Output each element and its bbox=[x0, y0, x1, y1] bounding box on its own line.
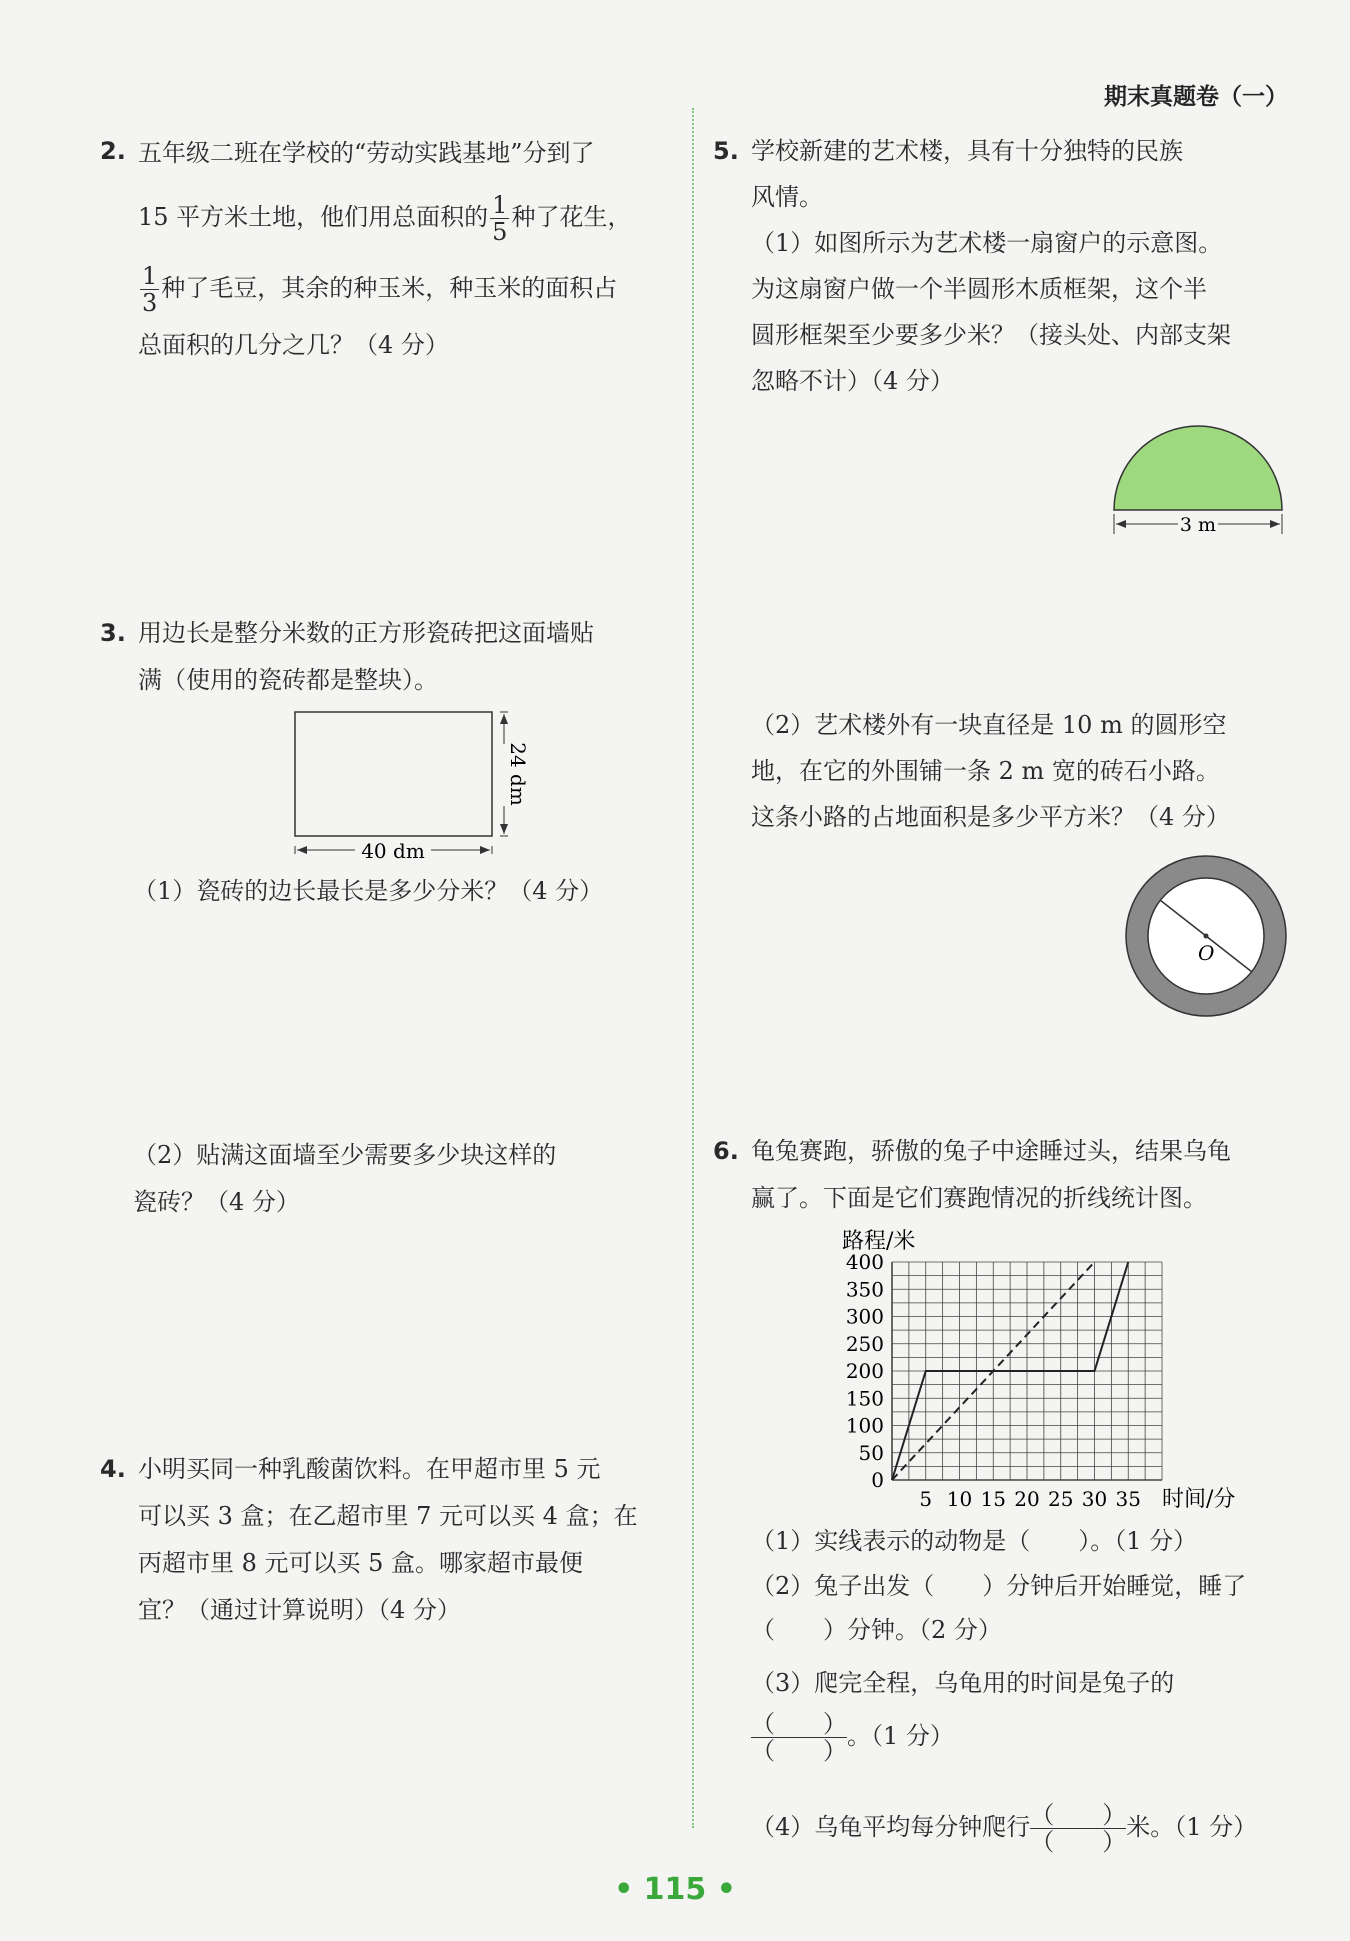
fraction-one-fifth: $\frac{1}{5}$ bbox=[492, 191, 508, 246]
width-label: 40 dm bbox=[361, 839, 425, 863]
question-number: 6. bbox=[713, 1137, 739, 1165]
question-6: 6. 龟兔赛跑，骄傲的兔子中途睡过头，结果乌龟 赢了。下面是它们赛跑情况的折线统计图。 bbox=[713, 1128, 1293, 1222]
q6-sub3: （3）爬完全程，乌龟用的时间是兔子的 $\frac{( )}{( )}$。（1 分） bbox=[751, 1669, 1175, 1765]
wall-diagram bbox=[280, 706, 540, 866]
column-divider bbox=[692, 108, 694, 1828]
q2-line3: $\frac{1}{3}$ 种了毛豆，其余的种玉米，种玉米的面积占 bbox=[142, 262, 618, 317]
page-number: • 115 • bbox=[614, 1872, 736, 1907]
x-tick-label: 15 bbox=[980, 1487, 1006, 1511]
page-header: 期末真题卷（一） bbox=[1104, 84, 1288, 110]
x-tick-label: 20 bbox=[1014, 1487, 1040, 1511]
q3-sub1: （1）瓷砖的边长最长是多少分米？（4 分） bbox=[133, 877, 604, 905]
y-tick-label: 250 bbox=[845, 1331, 884, 1356]
ring-diagram bbox=[1120, 850, 1292, 1022]
q6-sub2: （2）兔子出发（ ）分钟后开始睡觉，睡了 （ ）分钟。（2 分） bbox=[751, 1572, 1247, 1644]
q3-sub2: （2）贴满这面墙至少需要多少块这样的 瓷砖？（4 分） bbox=[133, 1141, 557, 1216]
x-axis-label: 时间/分 bbox=[1162, 1487, 1236, 1512]
q6-sub1: （1）实线表示的动物是（ ）。（1 分） bbox=[751, 1527, 1198, 1555]
q6-sub4: （4）乌龟平均每分钟爬行 $\frac{( )}{( )}$米。（1 分） bbox=[751, 1801, 1258, 1856]
q2-line4: 总面积的几分之几？（4 分） bbox=[138, 331, 449, 359]
y-tick-label: 200 bbox=[845, 1359, 884, 1383]
q2-line1: 五年级二班在学校的“劳动实践基地”分到了 bbox=[138, 139, 595, 167]
question-number: 5. bbox=[713, 137, 739, 165]
x-tick-label: 30 bbox=[1081, 1487, 1108, 1511]
window-width-label: 3 m bbox=[1179, 514, 1217, 536]
question-number: 4. bbox=[100, 1455, 126, 1483]
fraction-one-third: $\frac{1}{3}$ bbox=[142, 262, 158, 317]
x-tick-label: 10 bbox=[946, 1487, 973, 1511]
q5-sub2: （2）艺术楼外有一块直径是 10 m 的圆形空 地，在它的外围铺一条 2 m 宽的砖石小路。 这条小路的占地面积是多少平方米？（4 分） bbox=[751, 711, 1230, 831]
answer-fraction-blank[interactable]: $\frac{( )}{( )}$ bbox=[1030, 1801, 1127, 1856]
question-number: 2. bbox=[100, 137, 126, 165]
q2-line2a: 15 平方米土地，他们用总面积的 bbox=[138, 203, 489, 231]
height-label: 24 dm bbox=[506, 742, 530, 806]
x-tick-label: 5 bbox=[919, 1487, 933, 1511]
window-diagram bbox=[1108, 418, 1294, 538]
y-tick-label: 350 bbox=[845, 1277, 884, 1302]
y-axis-label: 路程/米 bbox=[842, 1229, 916, 1254]
answer-fraction-blank[interactable]: $\frac{( )}{( )}$ bbox=[751, 1710, 847, 1765]
question-3 bbox=[100, 610, 680, 704]
q3-line2: 满（使用的瓷砖都是整块）。 bbox=[138, 666, 438, 694]
question-4: 4. 小明买同一种乳酸菌饮料。在甲超市里 5 元 可以买 3 盒；在乙超市里 7 元可以买 4 盒；在 丙超市里 8 元可以买 5 盒。哪家超市最便 宜？（通过计算说明）（4 分） bbox=[100, 1446, 680, 1634]
q3-line1: 用边长是整分米数的正方形瓷砖把这面墙贴 bbox=[138, 619, 594, 647]
y-tick-label: 50 bbox=[858, 1440, 884, 1465]
center-label: O bbox=[1198, 941, 1215, 965]
q2-line2 bbox=[138, 178, 680, 256]
x-tick-label: 25 bbox=[1048, 1487, 1074, 1511]
race-line-chart bbox=[780, 1226, 1260, 1516]
x-tick-label: 35 bbox=[1115, 1487, 1141, 1511]
y-tick-label: 150 bbox=[845, 1386, 884, 1411]
q2-line2b: 种了花生， bbox=[511, 203, 632, 231]
question-5: 5. 学校新建的艺术楼，具有十分独特的民族 风情。 （1）如图所示为艺术楼一扇窗户的示意图。 为这扇窗户做一个半圆形木质框架，这个半 圆形框架至少要多少米？（接头处、内部支架 忽略不计）（4 分） bbox=[713, 128, 1293, 404]
question-2 bbox=[100, 128, 680, 370]
y-tick-label: 300 bbox=[845, 1304, 884, 1329]
question-number: 3. bbox=[100, 619, 126, 647]
y-tick-label: 100 bbox=[845, 1413, 884, 1438]
y-tick-label: 400 bbox=[845, 1250, 884, 1274]
y-tick-label: 0 bbox=[871, 1468, 884, 1492]
